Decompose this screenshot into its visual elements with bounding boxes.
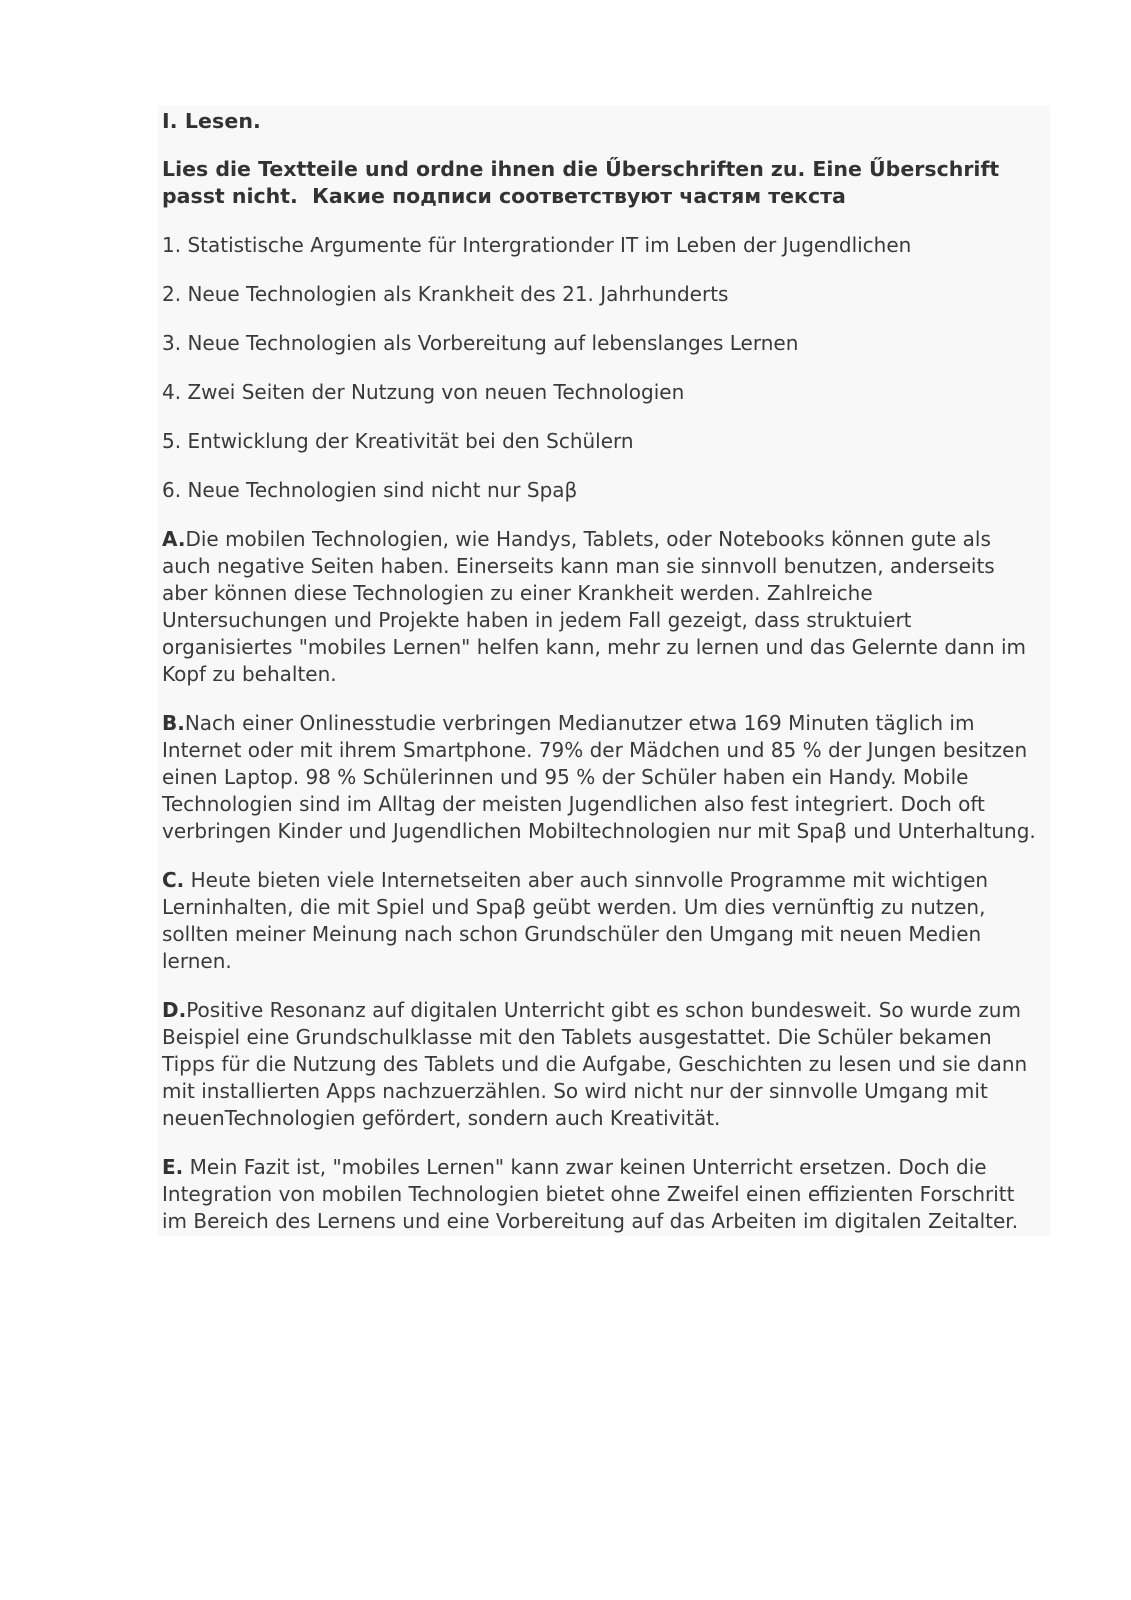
passage-letter: E.	[162, 1155, 184, 1179]
passage-e	[162, 1154, 1042, 1235]
heading-item-3: 3. Neue Technologien als Vorbereitung auf lebenslanges Lernen	[162, 331, 799, 355]
section-title: I. Lesen.	[162, 109, 261, 133]
passage-a	[162, 526, 1042, 688]
task-instruction: Lies die Textteile und ordne ihnen die Űberschriften zu. Eine Űberschrift passt nicht. Какие подписи соответствуют частям текста	[162, 157, 1007, 208]
passage-letter: A.	[162, 527, 186, 551]
headings-list	[162, 232, 1042, 504]
passage-letter: C.	[162, 868, 185, 892]
passage-letter: B.	[162, 711, 185, 735]
passage-c	[162, 867, 1042, 975]
passage-d	[162, 997, 1042, 1132]
passage-b	[162, 710, 1042, 845]
heading-item-6: 6. Neue Technologien sind nicht nur Spaβ	[162, 478, 578, 502]
heading-item-1: 1. Statistische Argumente für Intergrationder IT im Leben der Jugendlichen	[162, 233, 912, 257]
heading-item-5: 5. Entwicklung der Kreativität bei den Schülern	[162, 429, 634, 453]
heading-item-4: 4. Zwei Seiten der Nutzung von neuen Technologien	[162, 380, 685, 404]
passage-letter: D.	[162, 998, 187, 1022]
passage-text: Positive Resonanz auf digitalen Unterricht gibt es schon bundesweit. So wurde zum Beispiel eine Grundschulklasse mit den Tablets ausgestattet. Die Schüler bekamen Tipps für die Nutzung des Tablets und die Aufgabe, Geschichten zu lesen und sie dann mit installierten Apps nachzuerzählen. So wird nicht nur der sinnvolle Umgang mit neuenTechnologien gefördert, sondern auch Kreativität.	[162, 998, 1028, 1130]
heading-item-2: 2. Neue Technologien als Krankheit des 21. Jahrhunderts	[162, 282, 729, 306]
passage-text: Mein Fazit ist, "mobiles Lernen" kann zwar keinen Unterricht ersetzen. Doch die Integration von mobilen Technologien bietet ohne Zweifel einen effizienten Forschritt im Bereich des Lernens und eine Vorbereitung auf das Arbeiten im digitalen Zeitalter.	[162, 1155, 1019, 1233]
passage-text: Heute bieten viele Internetseiten aber auch sinnvolle Programme mit wichtigen Lerninhalten, die mit Spiel und Spaβ geübt werden. Um dies vernünftig zu nutzen, sollten meiner Meinung nach schon Grundschüler den Umgang mit neuen Medien lernen.	[162, 868, 989, 973]
passage-text: Die mobilen Technologien, wie Handys, Tablets, oder Notebooks können gute als auch negative Seiten haben. Einerseits kann man sie sinnvoll benutzen, anderseits aber können diese Technologien zu einer Krankheit werden. Zahlreiche Untersuchungen und Projekte haben in jedem Fall gezeigt, dass struktuiert organisiertes "mobiles Lernen" helfen kann, mehr zu lernen und das Gelernte dann im Kopf zu behalten.	[162, 527, 1027, 686]
document-content	[162, 108, 1042, 1257]
passage-text: Nach einer Onlinesstudie verbringen Medianutzer etwa 169 Minuten täglich im Internet oder mit ihrem Smartphone. 79% der Mädchen und 85 % der Jungen besitzen einen Laptop. 98 % Schülerinnen und 95 % der Schüler haben ein Handy. Mobile Technologien sind im Alltag der meisten Jugendlichen also fest integriert. Doch oft verbringen Kinder und Jugendlichen Mobiltechnologien nur mit Spaβ und Unterhaltung.	[162, 711, 1036, 843]
